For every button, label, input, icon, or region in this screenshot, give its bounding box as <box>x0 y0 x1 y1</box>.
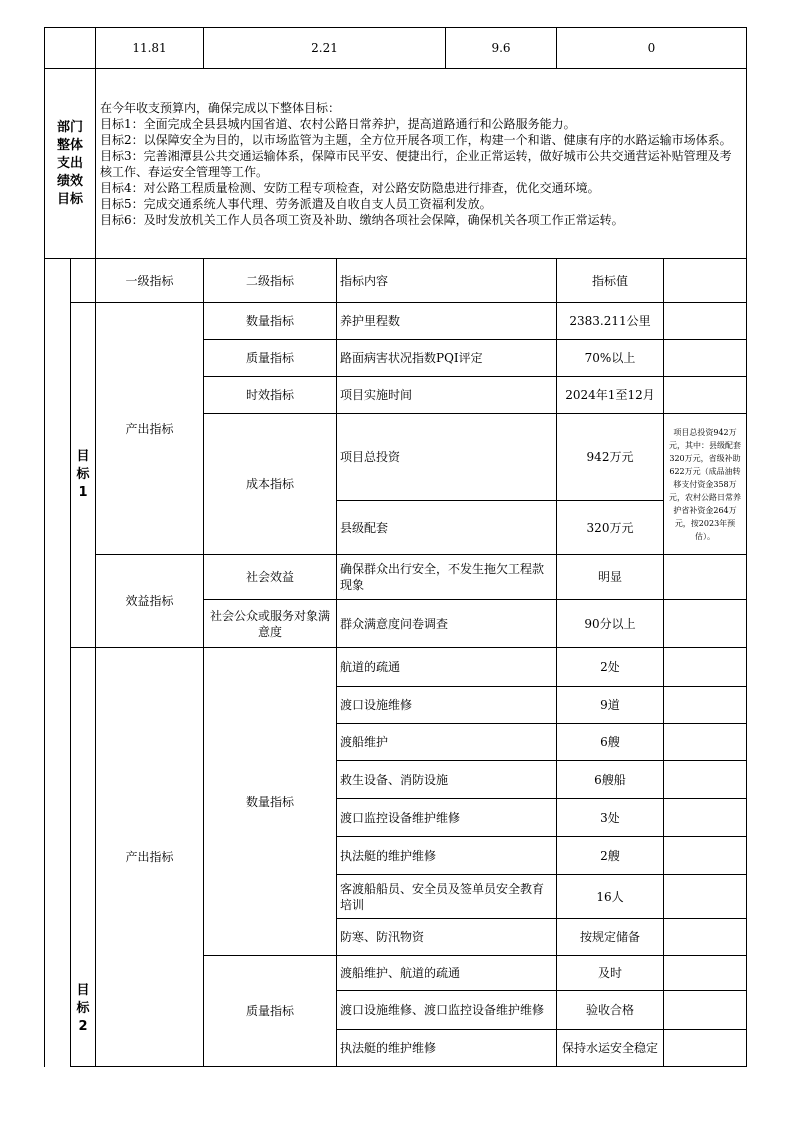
content: 客渡船船员、安全员及签单员安全教育培训 <box>337 875 557 919</box>
blank-cell <box>664 761 747 799</box>
blank-cell <box>664 259 747 303</box>
value: 验收合格 <box>557 991 664 1030</box>
blank-cell <box>45 28 96 69</box>
content: 渡船维护、航道的疏通 <box>337 956 557 991</box>
blank-cell <box>664 687 747 724</box>
budget-value: 11.81 <box>96 28 204 69</box>
goal-line: 目标4：对公路工程质量检测、安防工程专项检查，对公路安防隐患进行排查，优化交通环境。 <box>100 180 600 195</box>
content: 执法艇的维护维修 <box>337 1030 557 1067</box>
goal-line: 目标2：以保障安全为目的，以市场监管为主题，全方位开展各项工作，构建一个和谐、健康有序的水路运输市场体系。 <box>100 132 732 147</box>
target2-output: 产出指标 <box>96 648 204 1067</box>
goals-text <box>96 69 747 259</box>
value: 2383.211公里 <box>557 303 664 340</box>
blank-cell <box>664 377 747 414</box>
goals-label: 部门整体支出绩效目标 <box>45 69 96 259</box>
header-level2: 二级指标 <box>204 259 337 303</box>
level2: 数量指标 <box>204 648 337 956</box>
blank-cell <box>664 919 747 956</box>
value: 6艘 <box>557 724 664 761</box>
content: 渡船维护 <box>337 724 557 761</box>
blank-cell <box>664 991 747 1030</box>
content: 航道的疏通 <box>337 648 557 687</box>
value: 2处 <box>557 648 664 687</box>
blank-cell <box>664 340 747 377</box>
budget-summary-table <box>44 27 747 259</box>
value: 及时 <box>557 956 664 991</box>
blank-cell <box>664 555 747 600</box>
level2: 数量指标 <box>204 303 337 340</box>
content: 项目实施时间 <box>337 377 557 414</box>
blank-cell <box>664 724 747 761</box>
goal-line: 目标3：完善湘潭县公共交通运输体系，保障市民平安、便捷出行，企业正常运转，做好城市公共交通营运补贴管理及考核工作、春运安全管理等工作。 <box>100 148 732 179</box>
goal-line: 目标6：及时发放机关工作人员各项工资及补助、缴纳各项社会保障，确保机关各项工作正常运转。 <box>100 212 624 227</box>
blank-cell <box>664 648 747 687</box>
goal-line: 在今年收支预算内，确保完成以下整体目标： <box>100 100 341 115</box>
budget-value: 9.6 <box>446 28 557 69</box>
value: 2艘 <box>557 837 664 875</box>
value: 9道 <box>557 687 664 724</box>
blank-cell <box>664 303 747 340</box>
content: 渡口设施维修、渡口监控设备维护维修 <box>337 991 557 1030</box>
budget-value: 0 <box>557 28 747 69</box>
blank-cell <box>71 259 96 303</box>
header-content: 指标内容 <box>337 259 557 303</box>
content: 县级配套 <box>337 501 557 555</box>
content: 养护里程数 <box>337 303 557 340</box>
blank-cell <box>664 799 747 837</box>
budget-value: 2.21 <box>204 28 446 69</box>
value: 320万元 <box>557 501 664 555</box>
blank-cell <box>664 956 747 991</box>
content: 群众满意度问卷调查 <box>337 600 557 648</box>
content: 项目总投资 <box>337 414 557 501</box>
level2: 时效指标 <box>204 377 337 414</box>
level2: 社会效益 <box>204 555 337 600</box>
content: 执法艇的维护维修 <box>337 837 557 875</box>
goal-line: 目标5：完成交通系统人事代理、劳务派遣及自收自支人员工资福利发放。 <box>100 196 492 211</box>
cost-note: 项目总投资942万元，其中：县级配套320万元，省级补助622万元（成品油转移支付资金358万元，农村公路日常养护省补资金264万元，按2023年预估）。 <box>664 414 747 555</box>
blank-cell <box>664 1030 747 1067</box>
value: 3处 <box>557 799 664 837</box>
blank-cell <box>664 837 747 875</box>
content: 渡口监控设备维护维修 <box>337 799 557 837</box>
target1-label: 目标1 <box>71 303 96 648</box>
content: 确保群众出行安全，不发生拖欠工程款现象 <box>337 555 557 600</box>
content: 渡口设施维修 <box>337 687 557 724</box>
content: 防寒、防汛物资 <box>337 919 557 956</box>
goal-line: 目标1：全面完成全县县城内国省道、农村公路日常养护，提高道路通行和公路服务能力。 <box>100 116 576 131</box>
level2: 成本指标 <box>204 414 337 555</box>
header-value: 指标值 <box>557 259 664 303</box>
outer-column <box>45 259 71 1067</box>
value: 6艘船 <box>557 761 664 799</box>
target1-output: 产出指标 <box>96 303 204 555</box>
level2: 质量指标 <box>204 956 337 1067</box>
content: 救生设备、消防设施 <box>337 761 557 799</box>
level2: 社会公众或服务对象满意度 <box>204 600 337 648</box>
value: 70%以上 <box>557 340 664 377</box>
header-level1: 一级指标 <box>96 259 204 303</box>
blank-cell <box>664 875 747 919</box>
blank-cell <box>664 600 747 648</box>
target1-benefit: 效益指标 <box>96 555 204 648</box>
target2-label: 目标2 <box>71 648 96 1067</box>
value: 942万元 <box>557 414 664 501</box>
performance-indicator-table <box>44 258 747 1067</box>
value: 16人 <box>557 875 664 919</box>
value: 明显 <box>557 555 664 600</box>
content: 路面病害状况指数PQI评定 <box>337 340 557 377</box>
value: 按规定储备 <box>557 919 664 956</box>
value: 90分以上 <box>557 600 664 648</box>
level2: 质量指标 <box>204 340 337 377</box>
value: 2024年1至12月 <box>557 377 664 414</box>
value: 保持水运安全稳定 <box>557 1030 664 1067</box>
